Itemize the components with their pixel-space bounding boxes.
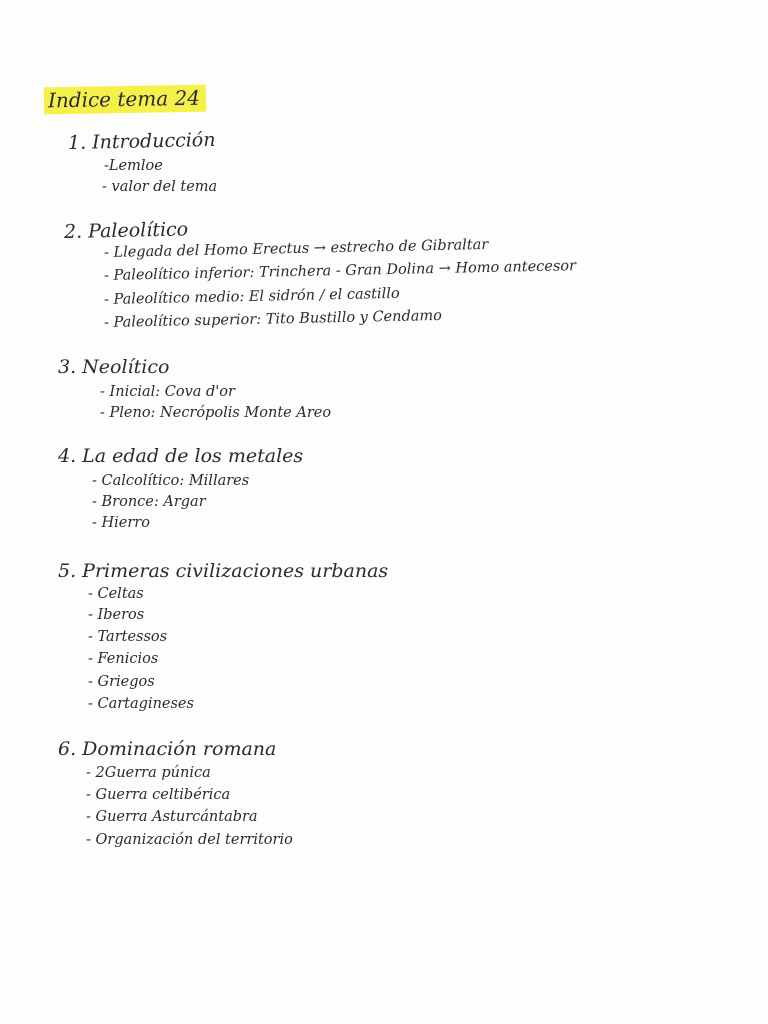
section-heading: 1. Introducción xyxy=(67,128,216,154)
list-item: - Guerra Asturcántabra xyxy=(86,809,258,825)
list-item: - Pleno: Necrópolis Monte Areo xyxy=(100,405,332,421)
list-item: - Guerra celtibérica xyxy=(86,787,231,803)
page-title: Indice tema 24 xyxy=(44,85,206,115)
list-item: - Llegada del Homo Erectus → estrecho de Gibraltar xyxy=(103,236,489,261)
list-item: - Iberos xyxy=(88,607,145,623)
section-heading: 5. Primeras civilizaciones urbanas xyxy=(58,560,389,582)
list-item: - Paleolítico medio: El sidrón / el castillo xyxy=(103,285,400,308)
list-item: - Paleolítico inferior: Trinchera - Gran Dolina → Homo antecesor xyxy=(103,258,577,284)
list-item: - Celtas xyxy=(88,586,144,602)
list-item: - Fenicios xyxy=(88,651,159,667)
list-item: - Paleolítico superior: Tito Bustillo y Cendamo xyxy=(103,307,443,331)
list-item: - Organización del territorio xyxy=(86,832,293,848)
list-item: - Griegos xyxy=(88,674,155,690)
section-heading: 3. Neolítico xyxy=(58,356,170,378)
list-item: - Cartagineses xyxy=(88,696,194,712)
list-item: - Calcolítico: Millares xyxy=(92,473,250,489)
section-heading: 2. Paleolítico xyxy=(63,218,189,243)
list-item: - Inicial: Cova d'or xyxy=(100,384,235,400)
list-item: - valor del tema xyxy=(102,179,218,195)
list-item: - Tartessos xyxy=(88,629,168,645)
section-heading: 4. La edad de los metales xyxy=(58,445,304,467)
list-item: -Lemloe xyxy=(104,158,163,174)
list-item: - Bronce: Argar xyxy=(92,494,206,510)
section-heading: 6. Dominación romana xyxy=(58,738,277,760)
list-item: - 2Guerra púnica xyxy=(86,765,211,781)
list-item: - Hierro xyxy=(92,515,150,531)
